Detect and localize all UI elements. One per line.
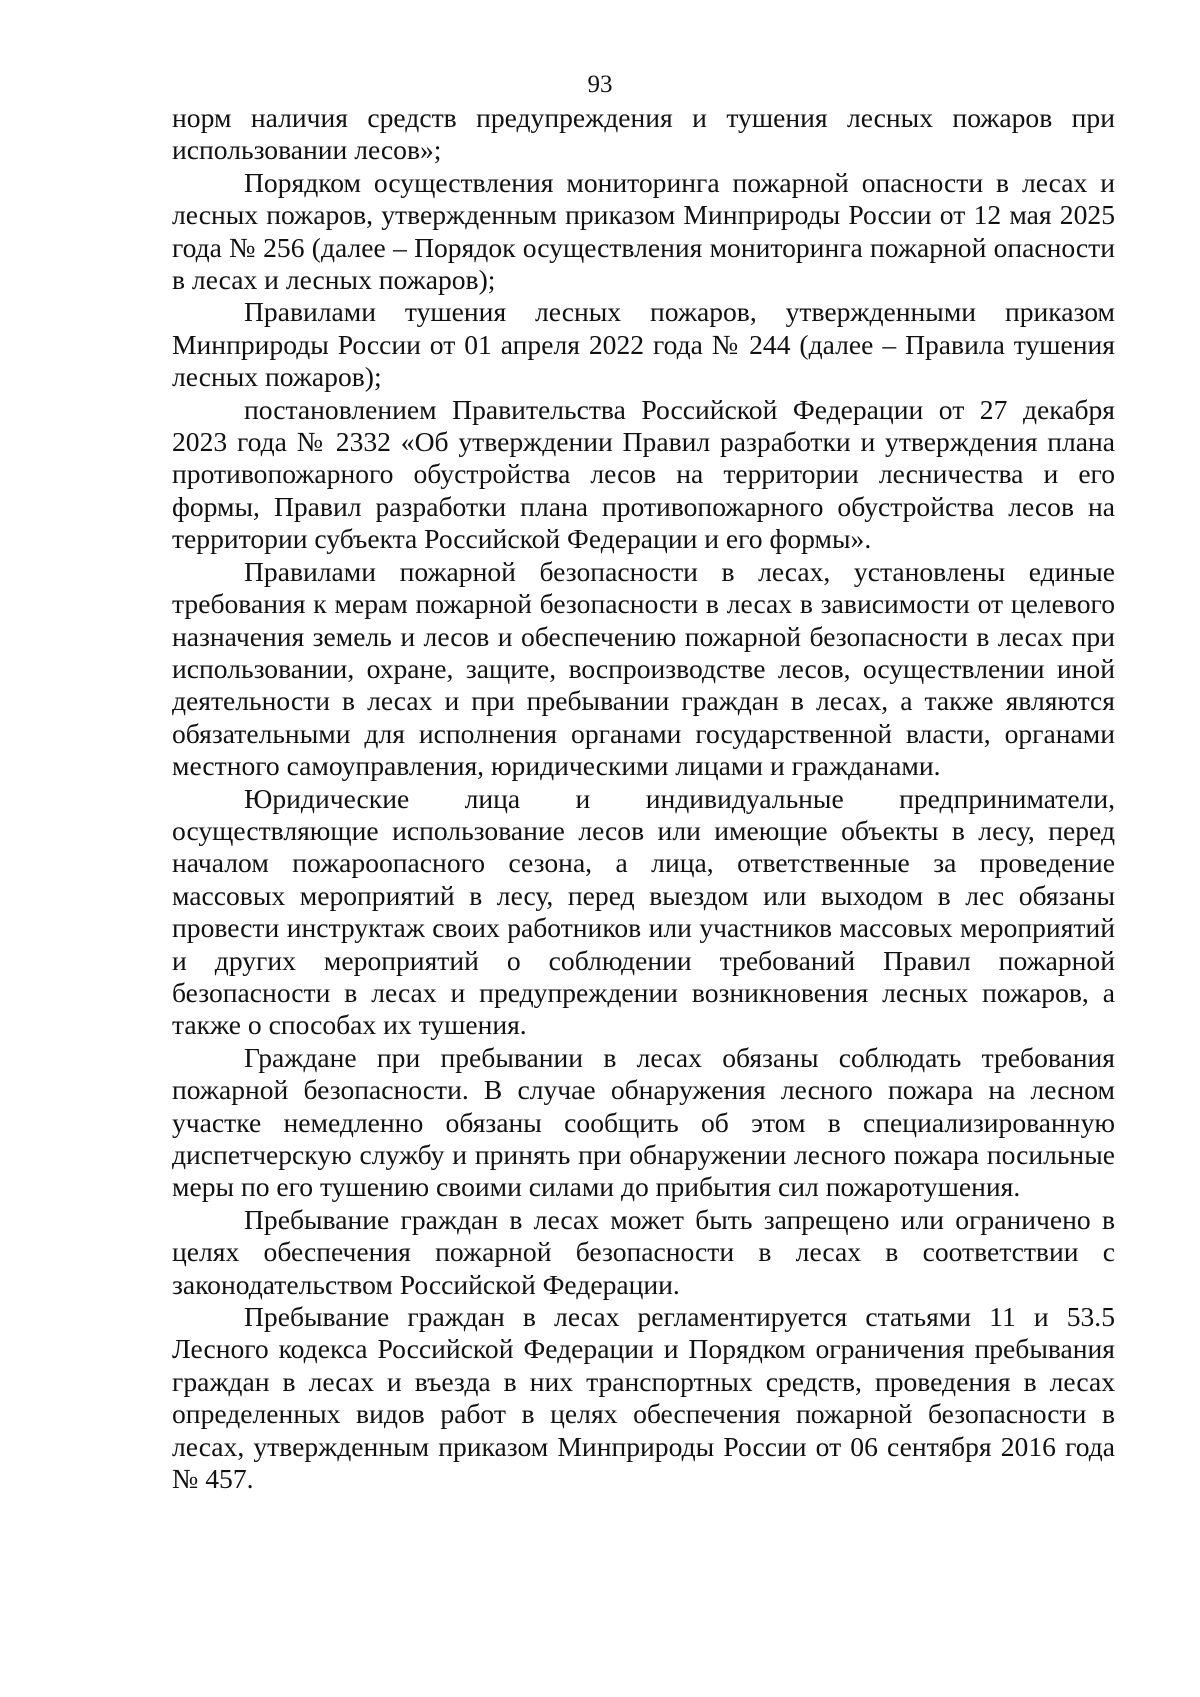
paragraph-continuation: норм наличия средств предупреждения и тушения лесных пожаров при использовании лесов»; [172,102,1115,166]
paragraph-stay-restriction: Пребывание граждан в лесах может быть запрещено или ограничено в целях обеспечения пожарной безопасности в лесах в соответствии с законодательством Российской Федерации. [172,1203,1115,1300]
paragraph-government-resolution: постановлением Правительства Российской Федерации от 27 декабря 2023 года № 2332 «Об утверждении Правил разработки и утверждения плана противопожарного обустройства лесов на территории лесничества и его формы, Правил разработки плана противопожарного обустройства лесов на территории субъекта Российской Федерации и его формы». [172,393,1115,555]
page-number: 93 [587,71,613,98]
paragraph-stay-regulation: Пребывание граждан в лесах регламентируется статьями 11 и 53.5 Лесного кодекса Российской Федерации и Порядком ограничения пребывания граждан в лесах и въезда в них транспортных средств, проведения в лесах определенных видов работ в целях обеспечения пожарной безопасности в лесах, утвержденным приказом Минприроды России от 06 сентября 2016 года № 457. [172,1301,1115,1495]
paragraph-fire-safety-rules: Правилами пожарной безопасности в лесах, установлены единые требования к мерам пожарной безопасности в лесах в зависимости от целевого назначения земель и лесов и обеспечению пожарной безопасности в лесах при использовании, охране, защите, воспроизводстве лесов, осуществлении иной деятельности в лесах и при пребывании граждан в лесах, а также являются обязательными для исполнения органами государственной власти, органами местного самоуправления, юридическими лицами и гражданами. [172,555,1115,782]
paragraph-firefighting-rules: Правилами тушения лесных пожаров, утвержденными приказом Минприроды России от 01 апреля 2022 года № 244 (далее – Правила тушения лесных пожаров); [172,296,1115,393]
paragraph-citizens-obligations: Граждане при пребывании в лесах обязаны соблюдать требования пожарной безопасности. В случае обнаружения лесного пожара на лесном участке немедленно обязаны сообщить об этом в специализированную диспетчерскую службу и принять при обнаружении лесного пожара посильные меры по его тушению своими силами до прибытия сил пожаротушения. [172,1041,1115,1203]
document-body [172,102,1115,1495]
paragraph-legal-entities: Юридические лица и индивидуальные предприниматели, осуществляющие использование лесов или имеющие объекты в лесу, перед началом пожароопасного сезона, а лица, ответственные за проведение массовых мероприятий в лесу, перед выездом или выходом в лес обязаны провести инструктаж своих работников или участников массовых мероприятий и других мероприятий о соблюдении требований Правил пожарной безопасности в лесах и предупреждении возникновения лесных пожаров, а также о способах их тушения. [172,782,1115,1041]
paragraph-monitoring-order: Порядком осуществления мониторинга пожарной опасности в лесах и лесных пожаров, утвержденным приказом Минприроды России от 12 мая 2025 года № 256 (далее – Порядок осуществления мониторинга пожарной опасности в лесах и лесных пожаров); [172,166,1115,296]
